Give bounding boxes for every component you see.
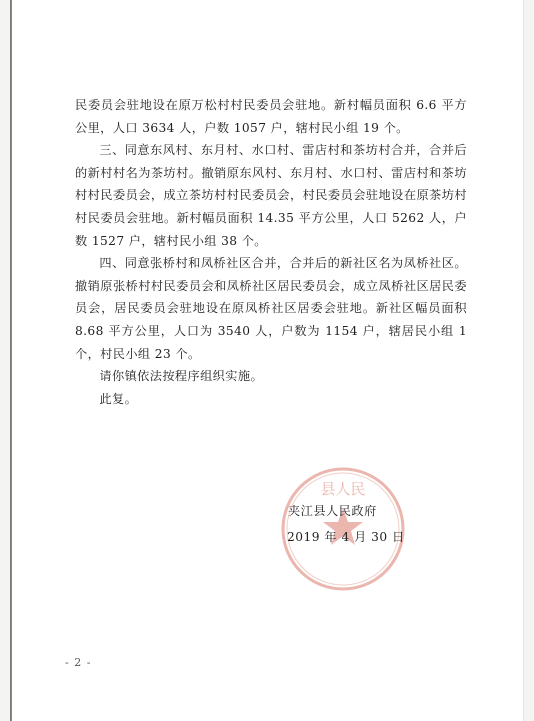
svg-text:县人民: 县人民: [320, 480, 366, 498]
paragraph-1: 民委员会驻地设在原万松村村民委员会驻地。新村幅员面积 6.6 平方公里，人口 3634 人，户数 1057 户，辖村民小组 19 个。: [75, 98, 467, 135]
paragraph-4: 请你镇依法按程序组织实施。: [99, 369, 264, 384]
issuing-authority: 夹江县人民政府: [288, 504, 377, 518]
paragraph-2: 三、同意东风村、东月村、水口村、雷店村和茶坊村合并，合并后的新村村名为茶坊村。撤销原东风村、东月村、水口村、雷店村和茶坊村村民委员会，成立茶坊村村民委员会，村民委员会驻地设在原茶坊村村民委员会驻地。新村幅员面积 14.35 平方公里，人口 5262 人，户数 1527 户，辖村民小组 38 个。: [75, 143, 467, 248]
page-number: - 2 -: [65, 656, 92, 669]
paragraph-3: 四、同意张桥村和凤桥社区合并，合并后的新社区名为凤桥社区。撤销原张桥村村民委员会和凤桥社区居民委员会，成立凤桥社区居民委员会，居民委员会驻地设在原凤桥社区居委会驻地。新社区幅员面积 8.68 平方公里，人口为 3540 人，户数为 1154 户，辖居民小组 1 个，村民小组 23 个。: [75, 256, 467, 361]
paragraph-5: 此复。: [99, 391, 138, 406]
document-body: [75, 94, 467, 410]
signature-block: [287, 498, 417, 550]
issue-date: 2019 年 4 月 30 日: [287, 530, 405, 544]
page-binding-edge: [10, 0, 12, 721]
